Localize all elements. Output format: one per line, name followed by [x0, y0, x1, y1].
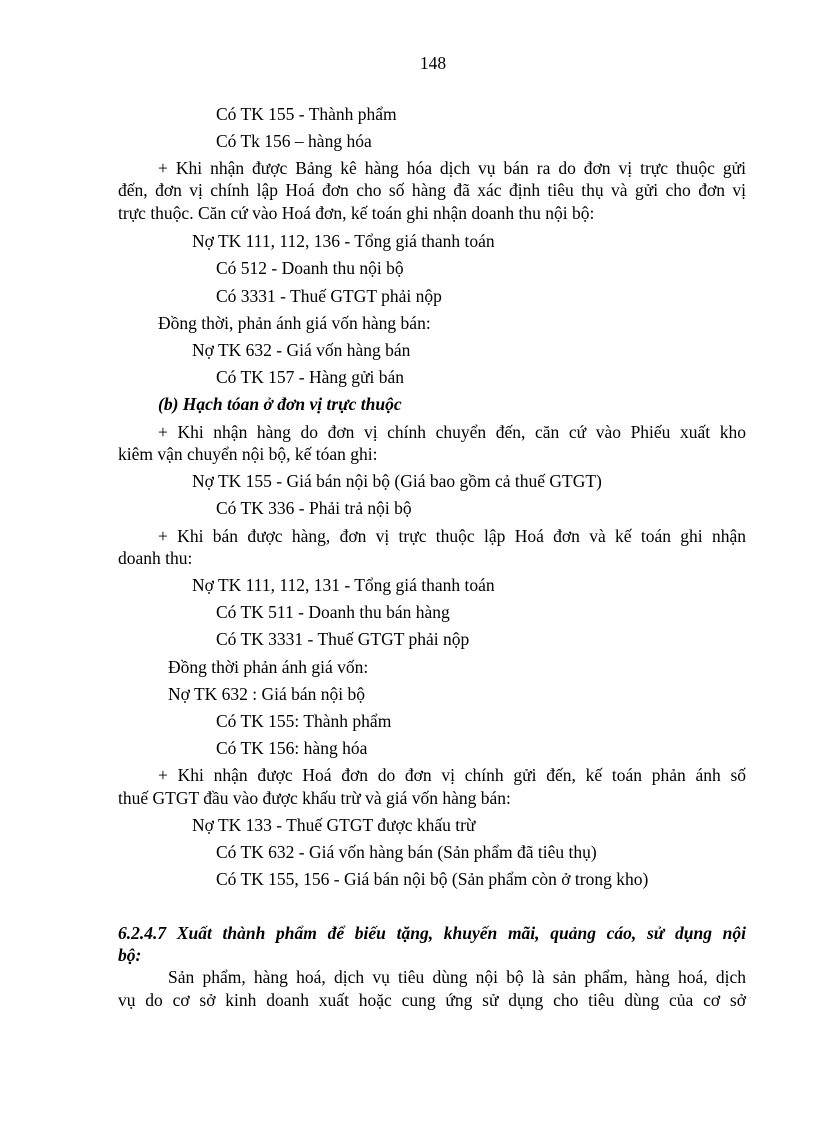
text-line: Có TK 155 - Thành phẩm	[216, 104, 397, 124]
paragraph-line: vụ do cơ sở kinh doanh xuất hoặc cung ứng sử dụng cho tiêu dùng của cơ sở	[118, 990, 746, 1010]
paragraph-line: kiêm vận chuyển nội bộ, kế tóan ghi:	[118, 444, 378, 464]
entry-debit: Nợ TK 111, 112, 131 - Tổng giá thanh toán	[192, 575, 495, 595]
paragraph-line: trực thuộc. Căn cứ vào Hoá đơn, kế toán ghi nhận doanh thu nội bộ:	[118, 203, 595, 223]
entry-credit: Có 3331 - Thuế GTGT phải nộp	[216, 286, 442, 306]
entry-credit: Có TK 155, 156 - Giá bán nội bộ (Sản phẩm còn ở trong kho)	[216, 869, 649, 889]
entry-credit: Có TK 336 - Phải trả nội bộ	[216, 498, 412, 518]
entry-debit: Nợ TK 632 - Giá vốn hàng bán	[192, 340, 411, 360]
entry-credit: Có TK 157 - Hàng gửi bán	[216, 367, 405, 387]
entry-credit: Có TK 511 - Doanh thu bán hàng	[216, 602, 450, 622]
entry-credit: Có TK 156: hàng hóa	[216, 738, 368, 758]
entry-debit: Nợ TK 133 - Thuế GTGT được khấu trừ	[192, 815, 476, 835]
entry-credit: Có TK 3331 - Thuế GTGT phải nộp	[216, 629, 470, 649]
entry-credit: Có TK 632 - Giá vốn hàng bán (Sản phẩm đã tiêu thụ)	[216, 842, 597, 862]
section-heading-continued: bộ:	[118, 945, 142, 965]
page-number: 148	[419, 53, 447, 73]
paragraph-line: đến, đơn vị chính lập Hoá đơn cho số hàng đã xác định tiêu thụ và gửi cho đơn vị	[118, 180, 746, 200]
section-heading: 6.2.4.7 Xuất thành phẩm để biếu tặng, khuyến mãi, quảng cáo, sử dụng nội	[118, 923, 746, 943]
entry-debit: Nợ TK 155 - Giá bán nội bộ (Giá bao gồm cả thuế GTGT)	[192, 471, 602, 491]
text-line: Có Tk 156 – hàng hóa	[216, 131, 372, 151]
text-line: Đồng thời phản ánh giá vốn:	[168, 657, 369, 677]
paragraph-line: doanh thu:	[118, 548, 193, 568]
paragraph-line: thuế GTGT đầu vào được khấu trừ và giá vốn hàng bán:	[118, 788, 511, 808]
entry-credit: Có TK 155: Thành phẩm	[216, 711, 392, 731]
paragraph-line: + Khi nhận được Bảng kê hàng hóa dịch vụ bán ra do đơn vị trực thuộc gửi	[158, 158, 746, 178]
section-subheading: (b) Hạch tóan ở đơn vị trực thuộc	[158, 394, 402, 414]
entry-credit: Có 512 - Doanh thu nội bộ	[216, 258, 404, 278]
entry-debit: Nợ TK 632 : Giá bán nội bộ	[168, 684, 366, 704]
text-line: Đồng thời, phản ánh giá vốn hàng bán:	[158, 313, 431, 333]
paragraph-line: + Khi nhận hàng do đơn vị chính chuyển đến, căn cứ vào Phiếu xuất kho	[158, 422, 746, 442]
entry-debit: Nợ TK 111, 112, 136 - Tổng giá thanh toán	[192, 231, 495, 251]
paragraph-line: + Khi nhận được Hoá đơn do đơn vị chính gửi đến, kế toán phản ánh số	[158, 765, 746, 785]
paragraph-line: Sản phẩm, hàng hoá, dịch vụ tiêu dùng nội bộ là sản phẩm, hàng hoá, dịch	[168, 967, 746, 987]
paragraph-line: + Khi bán được hàng, đơn vị trực thuộc lập Hoá đơn và kế toán ghi nhận	[158, 526, 746, 546]
